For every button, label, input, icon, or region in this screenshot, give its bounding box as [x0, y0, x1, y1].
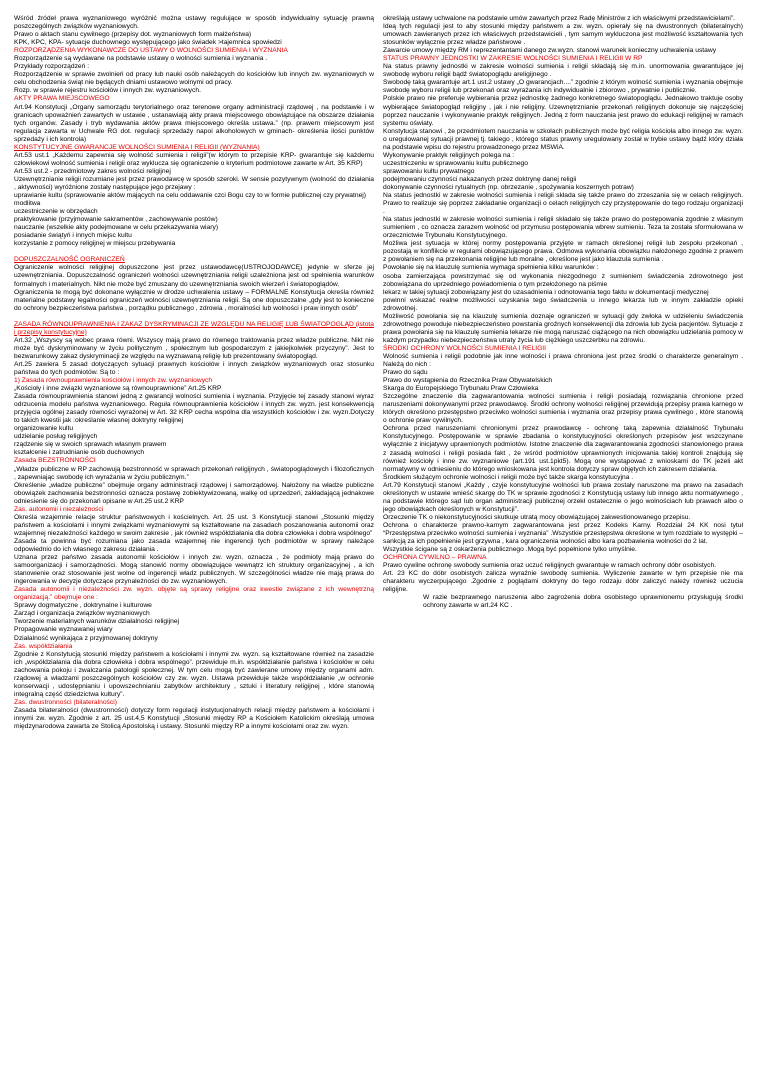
left-column-paragraph: udzielanie posług religijnych	[14, 433, 98, 441]
right-column-paragraph: W razie bezprawnego naruszenia albo zagrożenia dobra osobistego uprawnionemu przysługują środki ochrony zawarte w art.24 KC .	[423, 594, 743, 610]
left-column-paragraph: kształcenie i zatrudnianie osób duchownych	[14, 449, 145, 457]
left-text-column	[14, 15, 374, 1065]
left-column-heading: AKTY PRAWA MIEJSCOWEGO	[14, 95, 110, 103]
left-column-paragraph: KPK, KPC, KPA- sytuacje duchownego występującego jako świadek >tajemnica spowiedzi	[14, 39, 282, 47]
left-column-paragraph: Ograniczenie wolności religijnej dopuszczone jest przez ustawodawcę(USTROJODAWCĘ) jedynie w sferze jej uzewnętrzniania. Dopuszczalność ograniczeń wolności uzewnętrzniania religii uzależniona jest od spełnienia warunków formalnych i materialnych. Nikt nie może być zmuszany do uzewnętrzniania swoich wierzeń i światopoglądów.	[14, 264, 374, 288]
left-column-heading: Zas. dwustronności (bilateralności)	[14, 698, 117, 706]
right-column-paragraph: uczestniczeniu w sprawowaniu kultu publicznego	[383, 159, 528, 167]
right-column-paragraph: Środkiem służącym ochronie wolności i religii może być także skarga konstytucyjna .	[383, 473, 634, 481]
right-column-heading: STATUS PRAWNY JEDNOSTKI W ZAKRESIE WOLNOŚCI SUMIENIA I RELIGII W RP	[383, 55, 643, 63]
right-column-heading: ŚRODKI OCHRONY WOLNOŚCI SUMIENIA I RELIGII	[383, 344, 547, 352]
right-column-paragraph: Wykonywanie praktyk religijnych polega na :	[383, 151, 515, 159]
right-column-paragraph: Możliwość powołania się na klauzulę sumienia doznaje ograniczeń w sytuacji gdy zwłoka w udzieleniu świadczenia zdrowotnego powoduje niebezpieczeństwo powstania groźnych konsekwencji dla zdrowia lub życia pacjentów. Sytuacje z prawa powołania się na klauzulę sumienia lekarze nie mogą naruszać ciążącego na nich obowiązku udzielania pomocy w każdym przypadku niebezpieczeństwa utraty życia lub ciężkiego uszczerbku na zdrowiu.	[383, 312, 743, 344]
right-column-paragraph: powinni wskazać realne możliwości uzyskania tego świadczenia u innego lekarza lub w innym zakładzie opieki zdrowotnej.	[383, 296, 743, 312]
right-column-paragraph: Ochrona o charakterze prawno-karnym zagwarantowana jest przez Kodeks Karny. Rozdział 24 KK nosi tytuł “Przestępstwa przeciwko wolności sumienia i wyznania” .Wszystkie przestępstwa określone w tym rozdziale to występki – sankcją za ich popełnienie jest grzywna , kara ograniczenia wolności albo kara pozbawienia wolności do 2 lat.	[383, 521, 743, 546]
right-column-paragraph: Ideą tych regulacji jest to aby stosunki między państwem a zw. wyzn. opierały się na dwustronnych (bilateralnych) umowach zawieranych przez ich właściwych przedstawicieli , tym samym wykluczona jest możliwość kształtowania tych stosunków wyłącznie przez władze państwowe .	[383, 23, 743, 47]
left-column-paragraph: Prawo o aktach stanu cywilnego (przepisy dot. wyznaniowych form małżeństwa)	[14, 31, 252, 39]
right-column-paragraph: Wolność sumienia i religii podobnie jak inne wolności i prawa chroniona jest przez środki o charakterze generalnym . Należą do nich :	[383, 352, 743, 369]
left-column-paragraph: Art.53 ust.2 - przedmiotowy zakres wolności religijnej	[14, 167, 171, 175]
left-column-paragraph: Zasada ta powinna być rozumiana jako zasada wzajemnej nie ingerencji tych podmiotów w sprawy należące odpowiednio do ich własnego zakresu działania .	[14, 537, 374, 553]
left-column-paragraph: Art.53 ust.1 „Każdemu zapewnia się wolność sumienia i religii”(w którym to przepisie KRP- gwarantuje się każdemu człowiekowi wolność sumienia i religii oraz wyklucza się ograniczenie o kryterium podmiotowe zawarte w Art. 35 KRP)	[14, 151, 374, 167]
left-column-heading: Zas. autonomii i niezależności	[14, 505, 104, 513]
right-column-paragraph: określają ustawy uchwalone na podstawie umów zawartych przez Radę Ministrów z ich właściwymi przedstawicielami”.	[383, 15, 735, 22]
left-column-paragraph: modlitwa	[14, 200, 41, 208]
left-column-paragraph: uprawianie kultu (sprawowanie aktów mających na celu oddawanie czci Bogu czy to w formie publicznej czy prywatnej)	[14, 192, 367, 200]
left-column-paragraph: nauczanie (wszelkie akty podejmowane w celu przekazywania wiary)	[14, 224, 219, 232]
left-column-heading: ZASADA RÓWNOUPRAWNIENIA I ZAKAZ DYSKRYMINACJI ZE WZGLĘDU NA RELIGIĘ LUB ŚWIATOPOGLĄD (istota i przepisy konstytucyjne)	[14, 320, 374, 336]
left-column-paragraph: korzystanie z pomocy religijnej w miejscu przebywania	[14, 240, 176, 248]
right-column-paragraph: Skarga do Europejskiego Trybunału Praw Człowieka	[383, 385, 539, 393]
left-column-paragraph: Art.32 „Wszyscy są wobec prawa równi. Wszyscy mają prawo do równego traktowania przez władze publiczne. Nikt nie może być dyskryminowany w życiu politycznym , społecznym lub gospodarczym z jakiejkolwiek przyczyny”. Jest to bezwarunkowy zakaz dyskryminacji ze względu na wyznawaną religię lub prezentowany światopogląd.	[14, 336, 374, 360]
left-column-paragraph: Zarząd i organizacja związków wyznaniowych	[14, 610, 150, 618]
right-column-paragraph: sprawowaniu kultu prywatnego	[383, 167, 475, 175]
right-column-paragraph: Art. 23 KC do dóbr osobistych zalicza wyraźnie swobodę sumienia. Wyliczenie zawarte w tym przepisie nie ma charakteru wyczerpującego .Zgodnie z poglądami doktryny do tego rodzaju dóbr zaliczyć należy również uczucia religijne.	[383, 570, 743, 594]
left-column-paragraph: Rozporządzenie są wydawane na podstawie ustawy o wolności sumienia i wyznania .	[14, 55, 268, 63]
right-column-paragraph: Zawarcie umowy między RM i reprezentantami danego zw.wyzn. stanowi warunek konieczny uchwalenia ustawy	[383, 47, 717, 55]
right-column-paragraph: Orzeczenie TK o niekonstytucyjności skutkuje utratą mocy obowiązującej zakwestionowanego przepisu.	[383, 513, 691, 521]
right-text-column	[383, 15, 743, 1065]
left-column-paragraph: Rozp. w sprawie rejestru kościołów i innych zw. wyznaniowych.	[14, 87, 201, 95]
right-column-paragraph: Konstytucja stanowi , że przedmiotem nauczania w szkołach publicznych może być religia kościoła albo innego zw. wyzn. o uregulowanej sytuacji prawnej tj. takiego , którego status prawny uregulowany został w trybie ustawy bądź który działa na podstawie wpisu do rejestru prowadzonego przez MSWiA.	[383, 127, 743, 151]
right-column-paragraph: Art.79 Konstytucji stanowi „Każdy , czyje konstytucyjne wolności lub prawa zostały naruszone ma prawo na zasadach określonych w ustawie wnieść skargę do TK w sprawie zgodności z Konstytucją ustawy lub innego aktu normatywnego , na podstawie którego sąd lub organ administracji publicznej orzekł ostatecznie o jego wolnościach lub prawach albo o jego obowiązkach określonych w Konstytucji”.	[383, 481, 743, 513]
right-column-heading: OCHRONA CYWILNO – PRAWNA	[383, 554, 487, 562]
left-column-paragraph: Rozporządzenie w sprawie zwolnień od pracy lub nauki osób należących do kościołów lub innych zw. wyznaniowych w celu obchodzenia świąt nie będących dniami ustawowo wolnymi od pracy.	[14, 71, 374, 87]
right-column-paragraph: Prawo do wystąpienia do Rzecznika Praw Obywatelskich	[383, 377, 553, 385]
left-column-heading: Zasada autonomii i niezależności zw. wyzn. objęte są sprawy religijne oraz kwestie związane z ich wewnętrzną organizacją.” obejmuje one :	[14, 586, 374, 602]
right-column-paragraph: Szczególne znaczenie dla zagwarantowania wolności sumienia i religii posiadają rozwiązania chronione przed naruszeniami dokonywanymi przez prawodawcę. Środki ochrony wolności religijnej przewidują przepisy prawa karnego w których określono przestępstwo przeciwko wolności sumienia i wyznania oraz przepisy prawa cywilnego , które stanowią o ochronie praw cywilnych.	[383, 393, 743, 425]
left-column-heading: Zasada BEZSTRONNOŚCI	[14, 457, 96, 465]
left-column-paragraph: Zasada bilateralności (dwustronności) dotyczy form regulacji instytucjonalnych relacji między państwem a kościołami i innymi zw. wyzn. Zgodnie z art. 25 ust.4,5 Konstytucji „Stosunki między RP a Kościołem Katolickim określają umowa międzynarodowa zawarta ze Stolicą Apostolską i ustawy. Stosunki między RP a innymi kościołami oraz zw. wyzn.	[14, 706, 374, 731]
right-column-paragraph: osoba zamierzająca powstrzymać się od wykonania niezgodnego z sumieniem świadczenia zdrowotnego jest zobowiązana do uprzedniego powiadomienia o tym przełożonego na piśmie	[383, 272, 743, 288]
right-column-paragraph: podejmowaniu czynności nakazanych przez doktrynę danej religii	[383, 175, 577, 183]
left-column-heading: KONSTYTUCYJNE GWARANCJE WOLNOŚCI SUMIENIA I RELIGII (WYZNANIA)	[14, 143, 260, 151]
left-column-heading: Zas. współdziałania	[14, 642, 73, 650]
left-column-paragraph: Zasada równouprawnienia stanowi jedną z gwarancji wolności sumienia i wyznania. Przyjęcie tej zasady stanowi wyraz odrzucenia modelu państwa wyznaniowego. Reguła równouprawnienia kościołów i innych zw. wyzn. jest konsekwencją przyjęcia ogólnej zasady równości wyrażonej w Art. 32 KRP cecha wspólna dla wszystkich kościołów i zw. wyzn.Dotyczy to takich kwestii jak :określanie własnej doktryny religijnej	[14, 393, 374, 425]
left-column-paragraph: Działalność wynikająca z przyjmowanej doktryny	[14, 634, 158, 642]
right-column-paragraph: Na status prawny jednostki w zakresie wolności sumienia i religii składają się m.in. unormowania gwarantujące jej swobodę wyboru religii bądź światopoglądu areligijnego .	[383, 63, 743, 79]
left-column-paragraph: Ograniczenia te mogą być dokonane wyłącznie w drodze uchwalenia ustawy – FORMALNE Konstytucja określa również materialne podstawy legalności ograniczeń wolności uzewnętrzniania religii. Są one dopuszczalne „gdy jest to konieczne do ochrony bezpieczeństwa państwa , porządku publicznego , zdrowia , moralności lub wolności i praw innych osób”	[14, 288, 374, 312]
right-column-paragraph: Polskie prawo nie preferuje wybierania przez jednostkę żadnego konkretnego światopoglądu. Jednakowo traktuje osoby wybierające światopogląd religijny , jak i nie religijny. Uzewnętrznianie przekonań religijnych dokonuje się najczęściej poprzez nauczanie i wykonywanie praktyk religijnych. Jedną z form nauczania jest prawo do edukacji religijnej w ramach systemu oświaty.	[383, 95, 743, 127]
left-column-paragraph: Określenie „władze publiczne” obejmuje organy administracji rządowej i samorządowej. Nałożony na władze publiczne obowiązek zachowania bezstronności oznacza postawę zobiektywizowaną, walkę od uprzedzeń, zakładającą jednakowe odniesienie się do przekonań opisane w Art.25 ust.2 KRP	[14, 481, 374, 505]
left-column-paragraph: Propagowanie wyznawanej wiary	[14, 626, 113, 634]
left-column-heading: 1) Zasada równouprawnienia kościołów i innych zw. wyznaniowych	[14, 377, 213, 385]
left-column-paragraph: uczestniczenie w obrzędach	[14, 208, 98, 216]
left-column-paragraph: Wśród źródeł prawa wyznaniowego wyróżnić można ustawy regulujące w sposób indywidualny sytuację prawną poszczególnych związków wyznaniowych.	[14, 15, 374, 31]
left-column-heading: DOPUSZCZALNOŚĆ OGRANICZEŃ	[14, 256, 125, 264]
left-column-paragraph: Art.94 Konstytucji „Organy samorządu terytorialnego oraz terenowe organy administracji rządowej , na podstawie i w granicach upoważnień zawartych w ustawie , ustanawiają akty prawa miejscowego obowiązujące na obszarze działania tych organów. Zasady i tryb wydawania aktów prawa miejscowego określa ustawa.” (np. prawem miejscowym jest regulacja zawarta w Uchwale RG dot. regulacji sprzedaży napoi alkoholowych w gminach- określenia ilości punktów sprzedaży i ich kontrola)	[14, 103, 374, 143]
right-column-paragraph: Prawo cywilne ochronę swobody sumienia oraz uczuć religijnych gwarantuje w ramach ochrony dóbr osobistych.	[383, 562, 717, 570]
left-column-paragraph: Uzewnętrznianie religii rozumiane jest przez prawodawcę w sposób szeroki. W sensie pozytywnym (wolność do działania , aktywności) wyróżnione zostały następujące jego przejawy :	[14, 175, 374, 191]
left-column-paragraph: „Kościoły i inne związki wyznaniowe są równouprawnione” Art.25 KRP	[14, 385, 222, 393]
right-column-paragraph: Prawo do sądu	[383, 369, 428, 377]
left-column-paragraph: „Władze publiczne w RP zachowują bezstronność w sprawach przekonań religijnych , światopoglądowych i filozoficznych , zapewniając swobodę ich wyrażania w życiu publicznym.”	[14, 465, 374, 481]
left-column-paragraph: Zgodnie z Konstytucją stosunki między państwem a kościołami i innymi zw. wyzn. są kształtowane również na zasadzie ich „współdziałania dla dobra człowieka i dobra wspólnego”. przewiduje m.in. współdziałanie państwa i kościołów w celu zachowania pokoju i zwalczania patologii społecznej. W tym celu mogą być zawierane umowy między organami adm. rządowej a władzami poszczególnych kościołów czy zw. wyzn. Ustawa przewiduje także współdziałanie „w ochronie konserwacji , udostępnianiu i upowszechnianiu zabytków architektury , sztuki i literatury religijnej , które stanowią integralną część dziedzictwa kultury”.	[14, 650, 374, 698]
right-column-paragraph: dokonywanie czynności rytualnych (np. obrzezanie , spożywania koszernych potraw)	[383, 183, 634, 191]
right-column-paragraph: Wszystkie ścigane są z oskarżenia publicznego .Mogą być popełnione tylko umyślnie.	[383, 546, 637, 554]
right-column-paragraph: lekarz w takiej sytuacji zobowiązany jest do uzasadnienia i odnotowania tego faktu w dokumentacji medycznej	[383, 288, 709, 296]
right-column-paragraph: Powołanie się na klauzulę sumienia wymaga spełnienia kilku warunków :	[383, 264, 599, 272]
left-column-paragraph: Tworzenie materialnych warunków działalności religijnej	[14, 618, 180, 626]
left-column-paragraph: Przykłady rozporządzeń :	[14, 63, 90, 71]
left-column-paragraph: Określa wzajemnie relacje struktur państwowych i kościelnych. Art. 25 ust. 3 Konstytucji stanowi „Stosunki między państwem a kościołami i innymi związkami wyznaniowymi są kształtowane na zasadach poszanowania autonomii oraz wzajemnej niezależności każdego w swoim zakresie , jak również współdziałania dla dobra człowieka i dobra wspólnego”	[14, 513, 374, 537]
right-column-paragraph: Możliwa jest sytuacja w której normy postępowania przyjęte w ramach określonej religii lub zespołu przekonań , pozostają w konflikcie w regulami obowiązującego prawa. Odmowa wykonania obowiązku nałożonego zgodnie z prawem z powołaniem się na przekonania religijne lub moralne , określone jest jako klauzula sumienia .	[383, 240, 743, 264]
left-column-heading: ROZPORZĄDZENIA WYKONAWCZE DO USTAWY O WOLNOŚCI SUMIENIA I WYZNANIA	[14, 47, 288, 55]
right-column-paragraph: Ochrona przed naruszeniami chronionymi przez prawodawcę - ochronę taką zapewnia działalność Trybunału Konstytucyjnego. Postępowanie w sprawie zbadania o konstytucyjności określonych przepisów jest wszczynane wyłącznie z inicjatywy uprawnionych podmiotów. Istotne znaczenie dla zagwarantowania zgodności stanowionego prawa z zasadą wolności i religii posiada fakt , że wśród podmiotów uprawnionych inicjowania takiej kontroli znajdują się również kościoły i inne zw. wyznaniowe (art.191 ust.1pkt5). Mogą one wystąpować z wnioskami do TK jeżeli akt normatywny w odniesieniu do którego wnioskowana jest kontrola dotyczy spraw objętych ich zakresem działania.	[383, 425, 743, 473]
left-column-paragraph: rządzenie się w swoich sprawach własnym prawem	[14, 441, 167, 449]
right-column-paragraph: Na status jednostki w zakresie wolności sumienia i religii składało się także prawo do postępowania zgodnie z własnym sumieniem , co oznacza zarazem wolność od przymusu postępowania wbrew sumieniu. Teza ta została sformułowana w orzecznictwie Trybunału Konstytucyjnego.	[383, 216, 743, 240]
right-column-paragraph: Swobodę taką gwarantuje art.1 ust.2 ustawy „O gwarancjach....” zgodnie z którym wolność sumienia i wyznania obejmuje swobodę wyboru religii lub przekonań oraz wyrażania ich indywidualnie i zbiorowo , prywatnie i publicznie.	[383, 79, 743, 95]
right-column-paragraph: Na status jednostki w zakresie wolności sumienia i religii składa się także prawo do zrzeszania się w celach religijnych. Prawo to realizuje się poprzez zakładanie organizacji o celach religijnych czy przystępowanie do tego rodzaju organizacji .	[383, 192, 743, 216]
left-column-paragraph: Art.25 zawiera 5 zasad dotyczących sytuacji prawnych kościołów i innych związków wyznaniowych oraz stosunku państwa do tych podmiotów. Są to :	[14, 360, 374, 376]
left-column-paragraph: Sprawy dogmatyczne , doktrynalne i kulturowe	[14, 602, 152, 610]
left-column-paragraph: posiadanie świątyń i innych miejsc kultu	[14, 232, 132, 240]
left-column-paragraph: praktykowanie (przyjmowanie sakramentów , zachowywanie postów)	[14, 216, 218, 224]
left-column-paragraph: organizowanie kultu	[14, 425, 74, 433]
left-column-paragraph: Uznana przez państwo zasada autonomii kościołów i innych zw. wyzn. oznacza , że podmioty mają prawo do samoorganizacji i samorządności. Mogą stanowić normy obowiązujące wewnątrz ich struktury organizacyjnej , a ich stanowienie oraz stosowanie jest wolne od ingerencji władz publicznych. W szczególności władze nie mają prawa do ingerowania w decyzje dotyczące przynależności do zw. wyznaniowych.	[14, 554, 374, 586]
